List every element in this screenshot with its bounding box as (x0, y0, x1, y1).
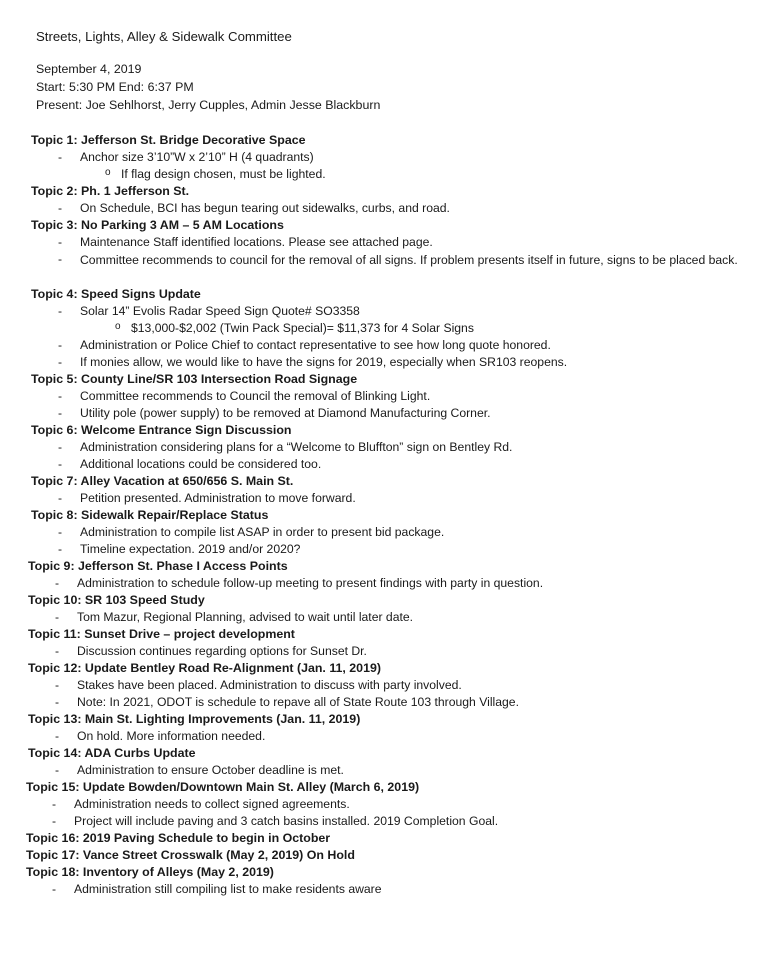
action-item (58, 457, 321, 471)
dash-bullet: - (52, 797, 57, 811)
topic-heading: Topic 11: Sunset Drive – project development (28, 627, 295, 641)
action-item (55, 763, 344, 777)
dash-bullet: - (55, 644, 60, 658)
sub-item (115, 321, 474, 335)
action-item (58, 355, 567, 369)
topic-heading: Topic 14: ADA Curbs Update (28, 746, 196, 760)
action-item-text: Anchor size 3’10”W x 2’10” H (4 quadrants) (80, 150, 314, 164)
action-item-text: Additional locations could be considered too. (80, 457, 322, 471)
action-item-text: Administration to ensure October deadline is met. (77, 763, 344, 777)
action-item-text: Administration needs to collect signed agreements. (74, 797, 350, 811)
sub-item-text: $13,000-$2,002 (Twin Pack Special)= $11,373 for 4 Solar Signs (131, 321, 474, 335)
meeting-date: September 4, 2019 (36, 62, 142, 76)
action-item (58, 406, 491, 420)
dash-bullet: - (58, 440, 63, 454)
dash-bullet: - (58, 525, 63, 539)
action-item-text: If monies allow, we would like to have the signs for 2019, especially when SR103 reopens. (80, 355, 568, 369)
action-item (58, 235, 433, 249)
action-item (52, 797, 350, 811)
dash-bullet: - (58, 338, 63, 352)
topic-heading: Topic 4: Speed Signs Update (31, 287, 201, 301)
action-item-text: Timeline expectation. 2019 and/or 2020? (80, 542, 301, 556)
action-item-text: Administration to compile list ASAP in order to present bid package. (80, 525, 445, 539)
dash-bullet: - (55, 729, 60, 743)
topic-heading: Topic 13: Main St. Lighting Improvements (Jan. 11, 2019) (28, 712, 361, 726)
sub-item (105, 167, 326, 181)
dash-bullet: - (55, 610, 60, 624)
circle-bullet: o (115, 321, 121, 332)
committee-title: Streets, Lights, Alley & Sidewalk Committee (36, 29, 292, 44)
attendees: Present: Joe Sehlhorst, Jerry Cupples, Admin Jesse Blackburn (36, 98, 381, 112)
dash-bullet: - (52, 882, 57, 896)
action-item (58, 338, 551, 352)
sub-item-text: If flag design chosen, must be lighted. (121, 167, 326, 181)
dash-bullet: - (52, 814, 57, 828)
dash-bullet: - (55, 695, 60, 709)
dash-bullet: - (58, 389, 63, 403)
action-item-text: Administration considering plans for a “Welcome to Bluffton” sign on Bentley Rd. (80, 440, 513, 454)
action-item (55, 678, 462, 692)
topic-heading: Topic 7: Alley Vacation at 650/656 S. Main St. (31, 474, 294, 488)
action-item-text: Project will include paving and 3 catch basins installed. 2019 Completion Goal. (74, 814, 499, 828)
action-item (52, 882, 382, 896)
action-item-text: Stakes have been placed. Administration to discuss with party involved. (77, 678, 462, 692)
dash-bullet: - (58, 457, 63, 471)
action-item (58, 542, 300, 556)
dash-bullet: - (58, 491, 63, 505)
topic-heading: Topic 3: No Parking 3 AM – 5 AM Locations (31, 218, 284, 232)
dash-bullet: - (58, 355, 63, 369)
action-item-text: Maintenance Staff identified locations. Please see attached page. (80, 235, 433, 249)
action-item (58, 150, 314, 164)
action-item (55, 729, 265, 743)
action-item-text: Administration still compiling list to make residents aware (74, 882, 382, 896)
action-item (58, 389, 430, 403)
topic-heading: Topic 12: Update Bentley Road Re-Alignment (Jan. 11, 2019) (28, 661, 381, 675)
action-item-text: On Schedule, BCI has begun tearing out sidewalks, curbs, and road. (80, 201, 450, 215)
dash-bullet: - (58, 304, 63, 318)
action-item-text: Solar 14” Evolis Radar Speed Sign Quote# SO3358 (80, 304, 360, 318)
dash-bullet: - (58, 252, 63, 266)
action-item (58, 252, 742, 269)
action-item (58, 304, 360, 318)
topic-heading: Topic 5: County Line/SR 103 Intersection Road Signage (31, 372, 358, 386)
topic-heading: Topic 9: Jefferson St. Phase I Access Points (28, 559, 288, 573)
action-item-text: Utility pole (power supply) to be removed at Diamond Manufacturing Corner. (80, 406, 491, 420)
topic-heading: Topic 8: Sidewalk Repair/Replace Status (31, 508, 269, 522)
action-item-text: Committee recommends to council for the removal of all signs. If problem presents itself in future, signs to be placed back. (80, 253, 738, 267)
action-item (58, 440, 512, 454)
circle-bullet: o (105, 167, 111, 178)
topic-heading: Topic 1: Jefferson St. Bridge Decorative Space (31, 133, 306, 147)
action-item-text: Discussion continues regarding options for Sunset Dr. (77, 644, 367, 658)
topic-heading: Topic 2: Ph. 1 Jefferson St. (31, 184, 190, 198)
action-item-text: Committee recommends to Council the removal of Blinking Light. (80, 389, 431, 403)
action-item (55, 644, 367, 658)
dash-bullet: - (55, 678, 60, 692)
dash-bullet: - (58, 150, 63, 164)
action-item (52, 814, 498, 828)
dash-bullet: - (58, 201, 63, 215)
dash-bullet: - (58, 406, 63, 420)
action-item-text: Administration or Police Chief to contact representative to see how long quote honored. (80, 338, 551, 352)
action-item (58, 525, 444, 539)
action-item-text: Petition presented. Administration to move forward. (80, 491, 356, 505)
topic-heading: Topic 10: SR 103 Speed Study (28, 593, 205, 607)
action-item (58, 491, 356, 505)
action-item-text: Administration to schedule follow-up meeting to present findings with party in question. (77, 576, 544, 590)
action-item-text: On hold. More information needed. (77, 729, 266, 743)
action-item-text: Tom Mazur, Regional Planning, advised to wait until later date. (77, 610, 414, 624)
topic-heading: Topic 15: Update Bowden/Downtown Main St. Alley (March 6, 2019) (26, 780, 420, 794)
topic-heading: Topic 18: Inventory of Alleys (May 2, 2019) (26, 865, 274, 879)
dash-bullet: - (55, 763, 60, 777)
dash-bullet: - (58, 542, 63, 556)
topic-heading: Topic 6: Welcome Entrance Sign Discussion (31, 423, 292, 437)
action-item-text: Note: In 2021, ODOT is schedule to repave all of State Route 103 through Village. (77, 695, 519, 709)
topic-heading: Topic 16: 2019 Paving Schedule to begin in October (26, 831, 331, 845)
action-item (55, 695, 519, 709)
action-item (58, 201, 450, 215)
action-item (55, 576, 543, 590)
dash-bullet: - (55, 576, 60, 590)
dash-bullet: - (58, 235, 63, 249)
topic-heading: Topic 17: Vance Street Crosswalk (May 2, 2019) On Hold (26, 848, 355, 862)
meeting-time: Start: 5:30 PM End: 6:37 PM (36, 80, 194, 94)
action-item (55, 610, 413, 624)
